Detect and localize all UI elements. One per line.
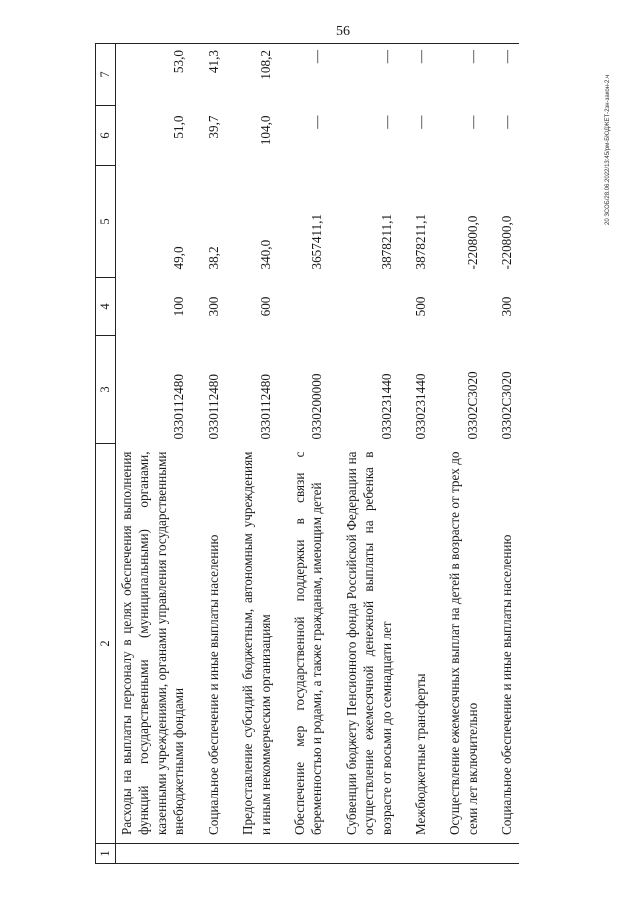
amount-col5: 3878211,1 xyxy=(378,213,394,270)
row-number-cell xyxy=(191,844,225,864)
row-description: Обеспечение мер государственной поддержки в связи с беременностью и родами, а также гражданам, имеющим детей xyxy=(277,444,329,844)
amount-col7: — xyxy=(484,44,518,106)
budget-table xyxy=(95,43,519,864)
expense-type: 600 xyxy=(257,296,273,317)
row-description: Осуществление ежемесячных выплат на детей в возрасте от трех до семи лет включительно xyxy=(432,444,484,844)
row-number-cell xyxy=(277,844,329,864)
target-code: 0330200000 xyxy=(309,373,325,440)
col-header-2: 2 xyxy=(96,444,116,844)
amount-col5: -220800,0 xyxy=(499,215,515,270)
col-header-1: 1 xyxy=(96,844,116,864)
table-row xyxy=(398,44,432,864)
col-header-7: 7 xyxy=(96,44,116,106)
target-code: 0330112480 xyxy=(257,374,273,440)
amount-col5: 340,0 xyxy=(257,239,273,270)
amount-col6: 51,0 xyxy=(171,115,187,139)
amount-col6: — xyxy=(464,115,480,129)
table-row xyxy=(191,44,225,864)
amount-col6: 104,0 xyxy=(257,115,273,146)
expense-type: 300 xyxy=(499,296,515,317)
row-description: Субвенции бюджету Пенсионного фонда Российской Федерации на осуществление ежемесячной денежной выплаты на ребенка в возрасте от восьми до семнадцати лет xyxy=(329,444,398,844)
col-header-5: 5 xyxy=(96,166,116,278)
table-row xyxy=(329,44,398,864)
amount-col6: — xyxy=(413,115,429,129)
row-number-cell xyxy=(432,844,484,864)
table-row xyxy=(277,44,329,864)
table-row xyxy=(225,44,277,864)
amount-col6: — xyxy=(309,115,325,129)
amount-col5: 3878211,1 xyxy=(413,213,429,270)
expense-type xyxy=(432,278,484,336)
expense-type xyxy=(277,278,329,336)
target-code: 0330112480 xyxy=(171,374,187,440)
amount-col7: — xyxy=(432,44,484,106)
row-description: Предоставление субсидий бюджетным, автономным учреждениям и иным некоммерческим организациям xyxy=(225,444,277,844)
amount-col5: 49,0 xyxy=(171,246,187,270)
amount-col7: 53,0 xyxy=(116,44,191,106)
target-code: 0330231440 xyxy=(378,373,394,440)
amount-col6: — xyxy=(499,115,515,129)
target-code: 0330112480 xyxy=(205,374,221,440)
row-description: Социальное обеспечение и иные выплаты населению xyxy=(191,444,225,844)
amount-col7: — xyxy=(398,44,432,106)
amount-col7: 41,3 xyxy=(191,44,225,106)
amount-col6: — xyxy=(378,115,394,129)
column-number-header-row xyxy=(96,44,116,864)
target-code: 0330231440 xyxy=(413,373,429,440)
amount-col5: 38,2 xyxy=(205,246,221,270)
page-number: 56 xyxy=(336,24,350,39)
rotated-table-container xyxy=(95,44,575,864)
table-row xyxy=(116,44,191,864)
col-header-6: 6 xyxy=(96,106,116,166)
row-number-cell xyxy=(116,844,191,864)
amount-col7: — xyxy=(277,44,329,106)
expense-type: 100 xyxy=(171,296,187,317)
row-number-cell xyxy=(225,844,277,864)
row-number-cell xyxy=(398,844,432,864)
target-code: 03302С3020 xyxy=(464,371,480,440)
amount-col6: 39,7 xyxy=(205,115,221,139)
table-row xyxy=(484,44,518,864)
expense-type: 300 xyxy=(205,296,221,317)
target-code: 03302С3020 xyxy=(499,371,515,440)
expense-type: 500 xyxy=(413,296,429,317)
row-description: Социальное обеспечение и иные выплаты населению xyxy=(484,444,518,844)
amount-col5: 3657411,1 xyxy=(309,213,325,270)
expense-type xyxy=(329,278,398,336)
row-description: Межбюджетные трансферты xyxy=(398,444,432,844)
row-number-cell xyxy=(329,844,398,864)
table-row xyxy=(432,44,484,864)
row-description: Расходы на выплаты персоналу в целях обеспечения выполнения функций государственными (муниципальными) органами, казенными учреждениями, органами управления государственными внебюджетными фондами xyxy=(116,444,191,844)
document-footer-stamp: 20 ЗСОБ/28.06.2022/13:45/рм-БЮДЖЕТ-2зн-закон-2.ч xyxy=(605,74,611,225)
amount-col5: -220800,0 xyxy=(464,215,480,270)
amount-col7: 108,2 xyxy=(225,44,277,106)
row-number-cell xyxy=(484,844,518,864)
col-header-4: 4 xyxy=(96,278,116,336)
col-header-3: 3 xyxy=(96,336,116,444)
amount-col7: — xyxy=(329,44,398,106)
